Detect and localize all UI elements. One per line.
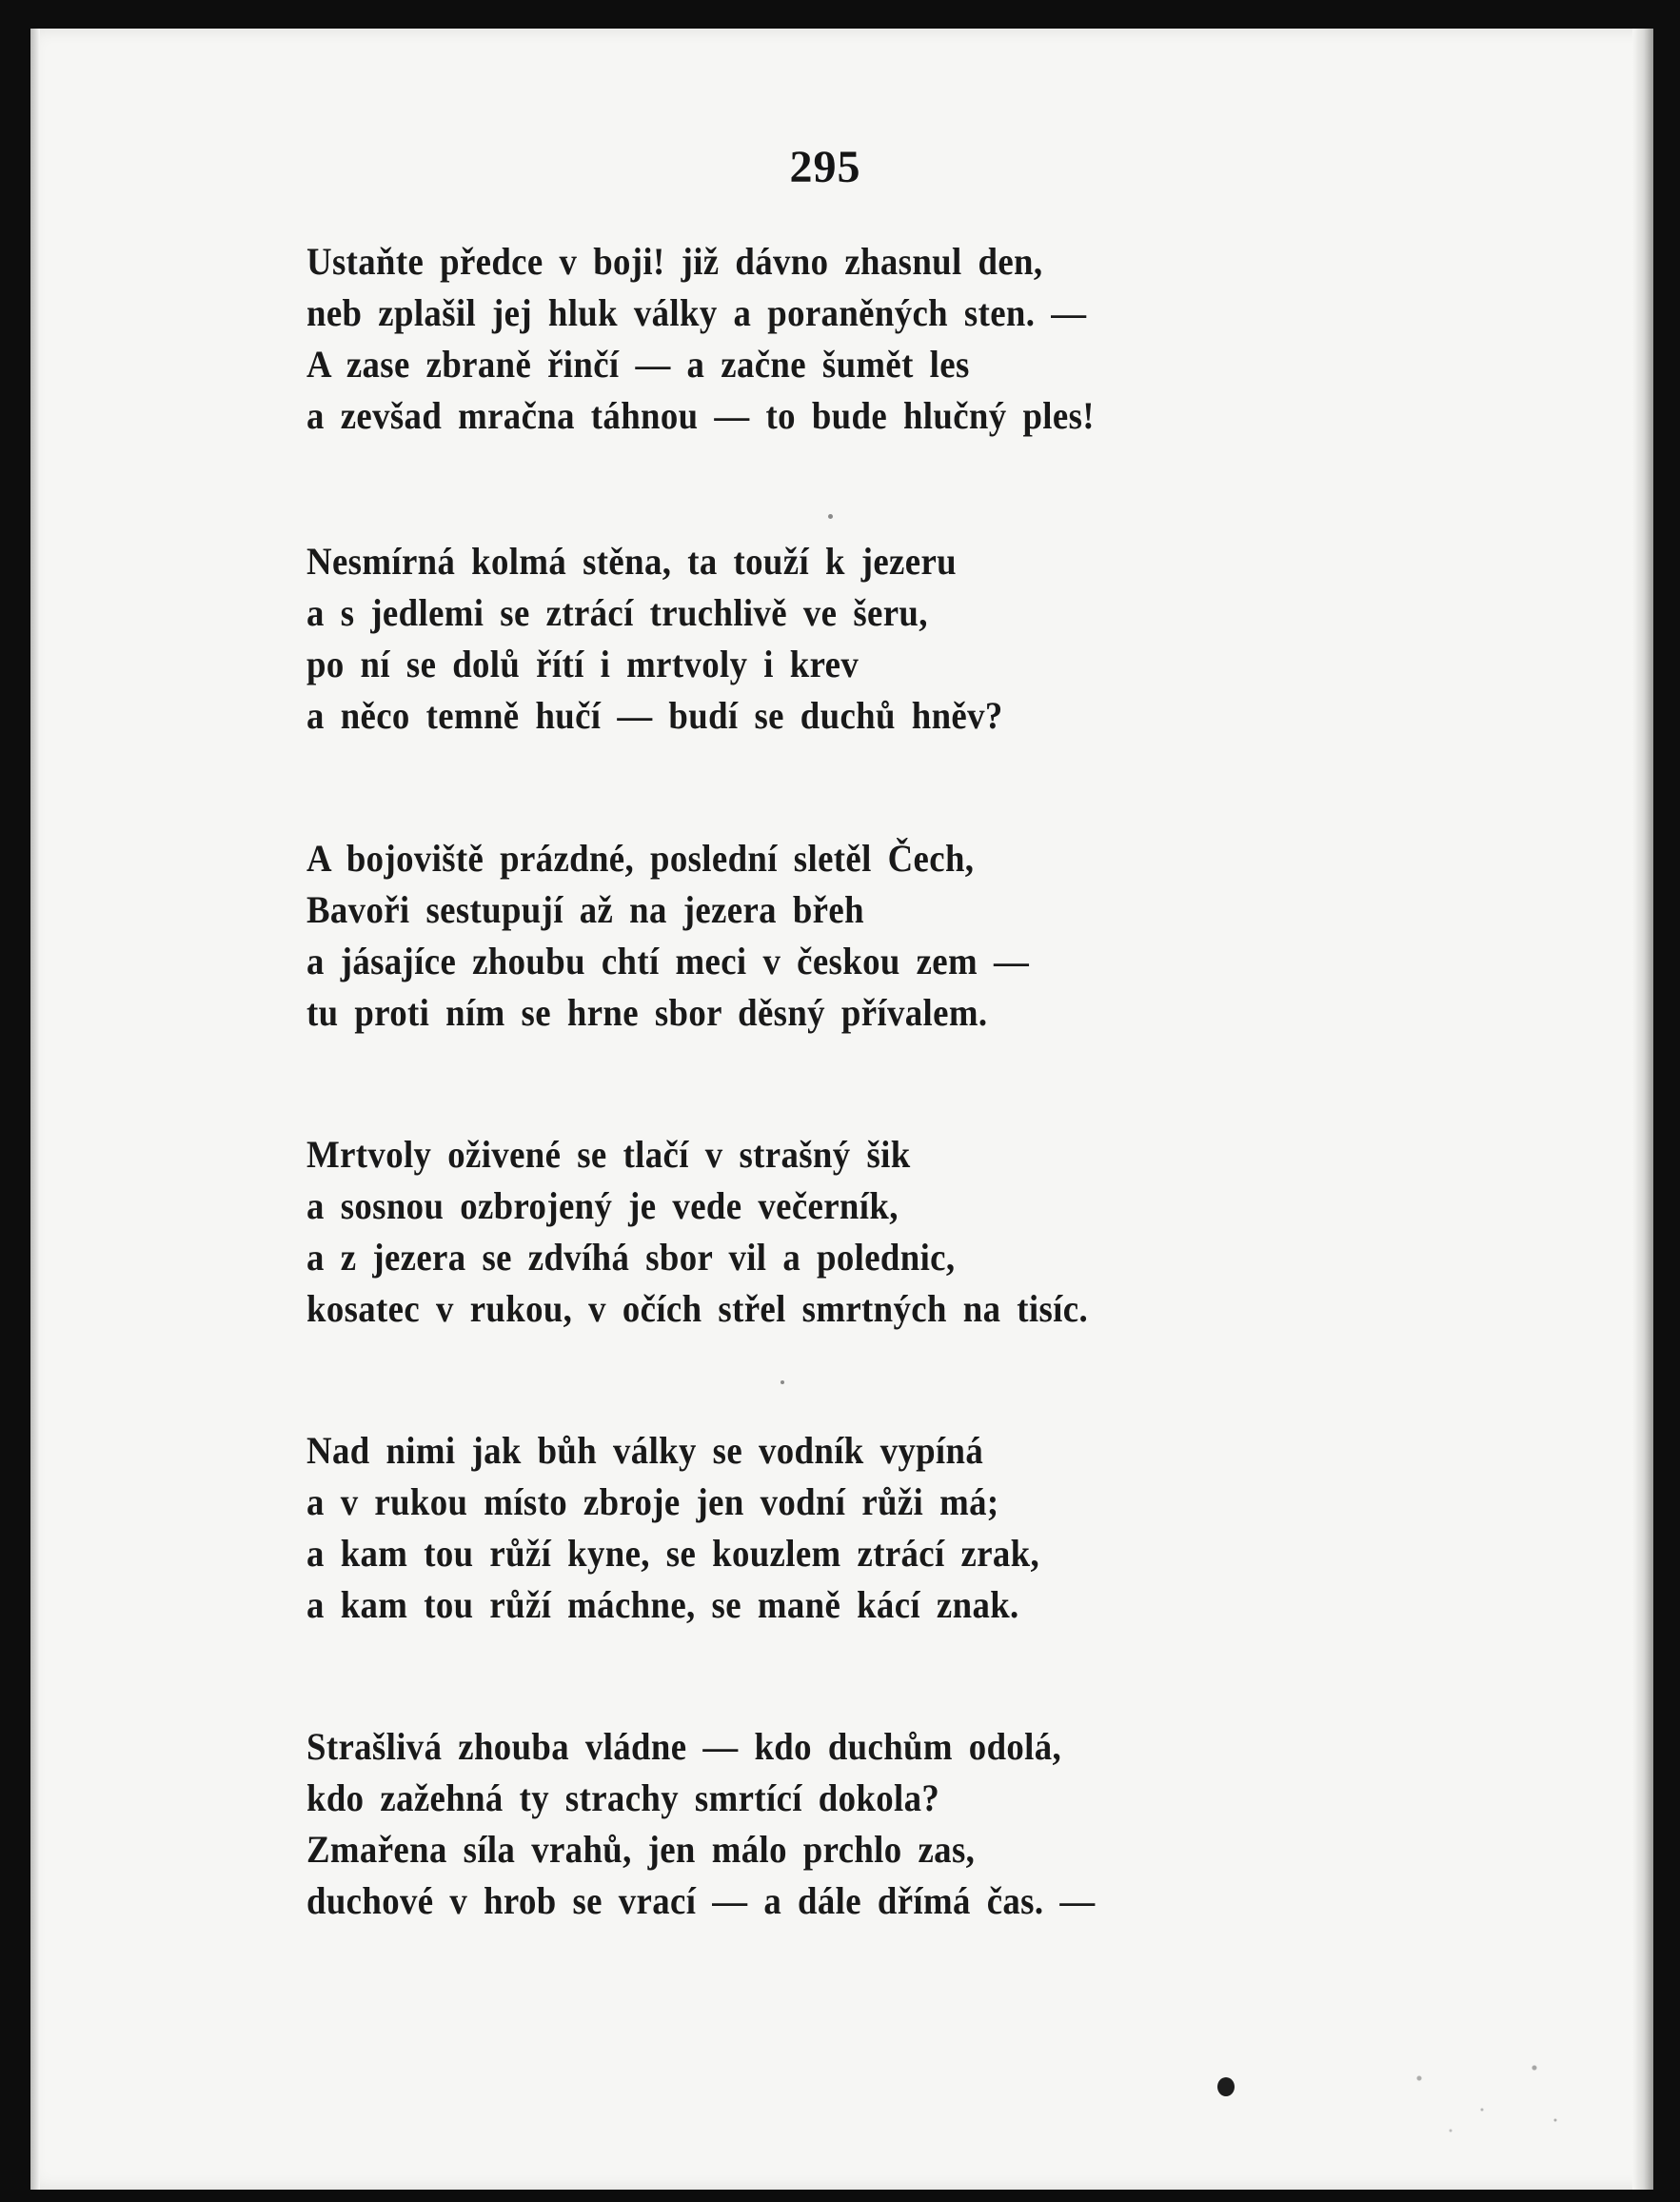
verse-line: a jásajíce zhoubu chtí meci v českou zem — [306,940,1030,982]
book-page [30,29,1653,2190]
verse-line: Strašlivá zhouba vládne — kdo duchům odolá, [306,1725,1062,1768]
stanza-5 [306,1425,1401,1631]
dust-speck [781,1380,784,1384]
dust-speck [828,514,833,519]
page-left-edge [30,29,40,2190]
stanza-4 [306,1129,1401,1335]
verse-line: Zmařena síla vrahů, jen málo prchlo zas, [306,1828,976,1871]
verse-line: a s jedlemi se ztrácí truchlivě ve šeru, [306,591,928,634]
verse-line: kosatec v rukou, v očích střel smrtných na tisíc. [306,1287,1089,1330]
verse-line: a kam tou růží kyne, se kouzlem ztrácí zrak, [306,1532,1040,1575]
verse-line: a kam tou růží máchne, se maně kácí znak. [306,1583,1019,1626]
verse-line: a v rukou místo zbroje jen vodní růži má; [306,1480,999,1523]
stanza-3 [306,833,1401,1039]
scan-noise [1377,2047,1587,2152]
verse-line: po ní se dolů řítí i mrtvoly i krev [306,643,860,685]
verse-line: a něco temně hučí — budí se duchů hněv? [306,694,1003,737]
verse-line: Ustaňte předce v boji! již dávno zhasnul den, [306,240,1043,283]
verse-line: Nesmírná kolmá stěna, ta touží k jezeru [306,540,957,583]
verse-line: A zase zbraně řinčí — a začne šumět les [306,343,970,386]
verse-line: Bavoři sestupují až na jezera břeh [306,888,864,931]
stanza-2 [306,536,1401,742]
verse-line: neb zplašil jej hluk války a poraněných sten. — [306,291,1087,334]
page-number: 295 [789,142,861,192]
verse-line: a zevšad mračna táhnou — to bude hlučný ples! [306,394,1095,437]
verse-line: a sosnou ozbrojený je vede večerník, [306,1184,899,1227]
verse-line: duchové v hrob se vrací — a dále dřímá čas. — [306,1879,1096,1922]
stanza-1 [306,236,1401,442]
verse-line: Mrtvoly oživené se tlačí v strašný šik [306,1133,911,1176]
verse-line: tu proti ním se hrne sbor děsný přívalem. [306,991,988,1034]
verse-line: a z jezera se zdvíhá sbor vil a polednic, [306,1236,956,1279]
page-right-edge [1632,29,1653,2190]
verse-line: kdo zažehná ty strachy smrtící dokola? [306,1776,940,1819]
ink-spot [1217,2077,1235,2096]
stanza-6 [306,1721,1401,1927]
verse-line: Nad nimi jak bůh války se vodník vypíná [306,1429,984,1472]
verse-line: A bojoviště prázdné, poslední sletěl Čech, [306,837,975,880]
